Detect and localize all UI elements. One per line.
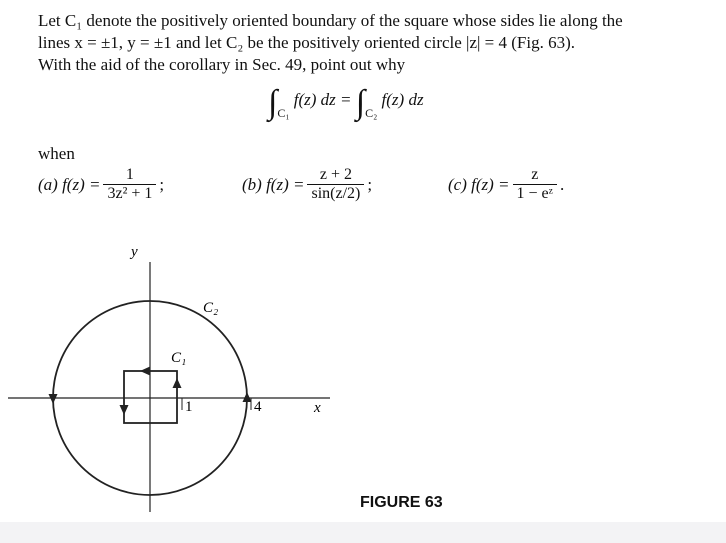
part-a-numerator: 1 bbox=[125, 166, 134, 183]
part-b-punct: ; bbox=[367, 174, 373, 194]
tick-label-4: 4 bbox=[254, 399, 262, 415]
figure-caption: FIGURE 63 bbox=[360, 494, 443, 511]
part-b-denominator: sin(z/2) bbox=[307, 184, 364, 203]
right-integrand: f(z) dz bbox=[381, 90, 424, 109]
part-a-lhs: f(z) = bbox=[62, 174, 101, 194]
c1-label: C₁ bbox=[171, 350, 187, 366]
c2-label: C₂ bbox=[203, 300, 219, 316]
contour-c2-subscript: C₂ bbox=[365, 106, 378, 120]
square-arrow-down-icon bbox=[120, 405, 129, 415]
left-integrand: f(z) dz = bbox=[293, 90, 352, 109]
square-arrow-left-icon bbox=[140, 367, 150, 376]
circle-arrow-down-icon bbox=[49, 394, 58, 404]
part-b-numerator: z + 2 bbox=[319, 166, 352, 183]
part-b-lhs: f(z) = bbox=[266, 174, 305, 194]
part-c-punct: . bbox=[560, 174, 565, 194]
part-b-label: (b) bbox=[242, 174, 262, 194]
part-c-label: (c) bbox=[448, 174, 467, 194]
part-a-punct: ; bbox=[159, 174, 165, 194]
part-c-lhs: f(z) = bbox=[471, 174, 510, 194]
integral-sign-right: ∫ bbox=[355, 84, 366, 121]
part-a-label: (a) bbox=[38, 174, 58, 194]
part-c-numerator: z bbox=[531, 166, 539, 183]
part-c-denominator: 1 − eᶻ bbox=[513, 184, 558, 203]
circle-arrow-up-icon bbox=[243, 392, 252, 402]
problem-line-3: With the aid of the corollary in Sec. 49, point out why bbox=[38, 55, 406, 74]
part-a-denominator: 3z² + 1 bbox=[103, 184, 156, 203]
y-axis-label: y bbox=[131, 244, 138, 260]
when-label: when bbox=[38, 144, 75, 163]
x-axis-label: x bbox=[314, 400, 321, 416]
problem-line-2: lines x = ±1, y = ±1 and let C₂ be the positively oriented circle |z| = 4 (Fig. 63). bbox=[38, 33, 575, 52]
integral-sign-left: ∫ bbox=[268, 84, 278, 121]
tick-label-1: 1 bbox=[185, 399, 193, 415]
contour-c1-subscript: C₁ bbox=[277, 106, 290, 120]
square-arrow-up-icon bbox=[173, 378, 182, 388]
problem-line-1: Let C₁ denote the positively oriented boundary of the square whose sides lie along the bbox=[38, 11, 623, 30]
